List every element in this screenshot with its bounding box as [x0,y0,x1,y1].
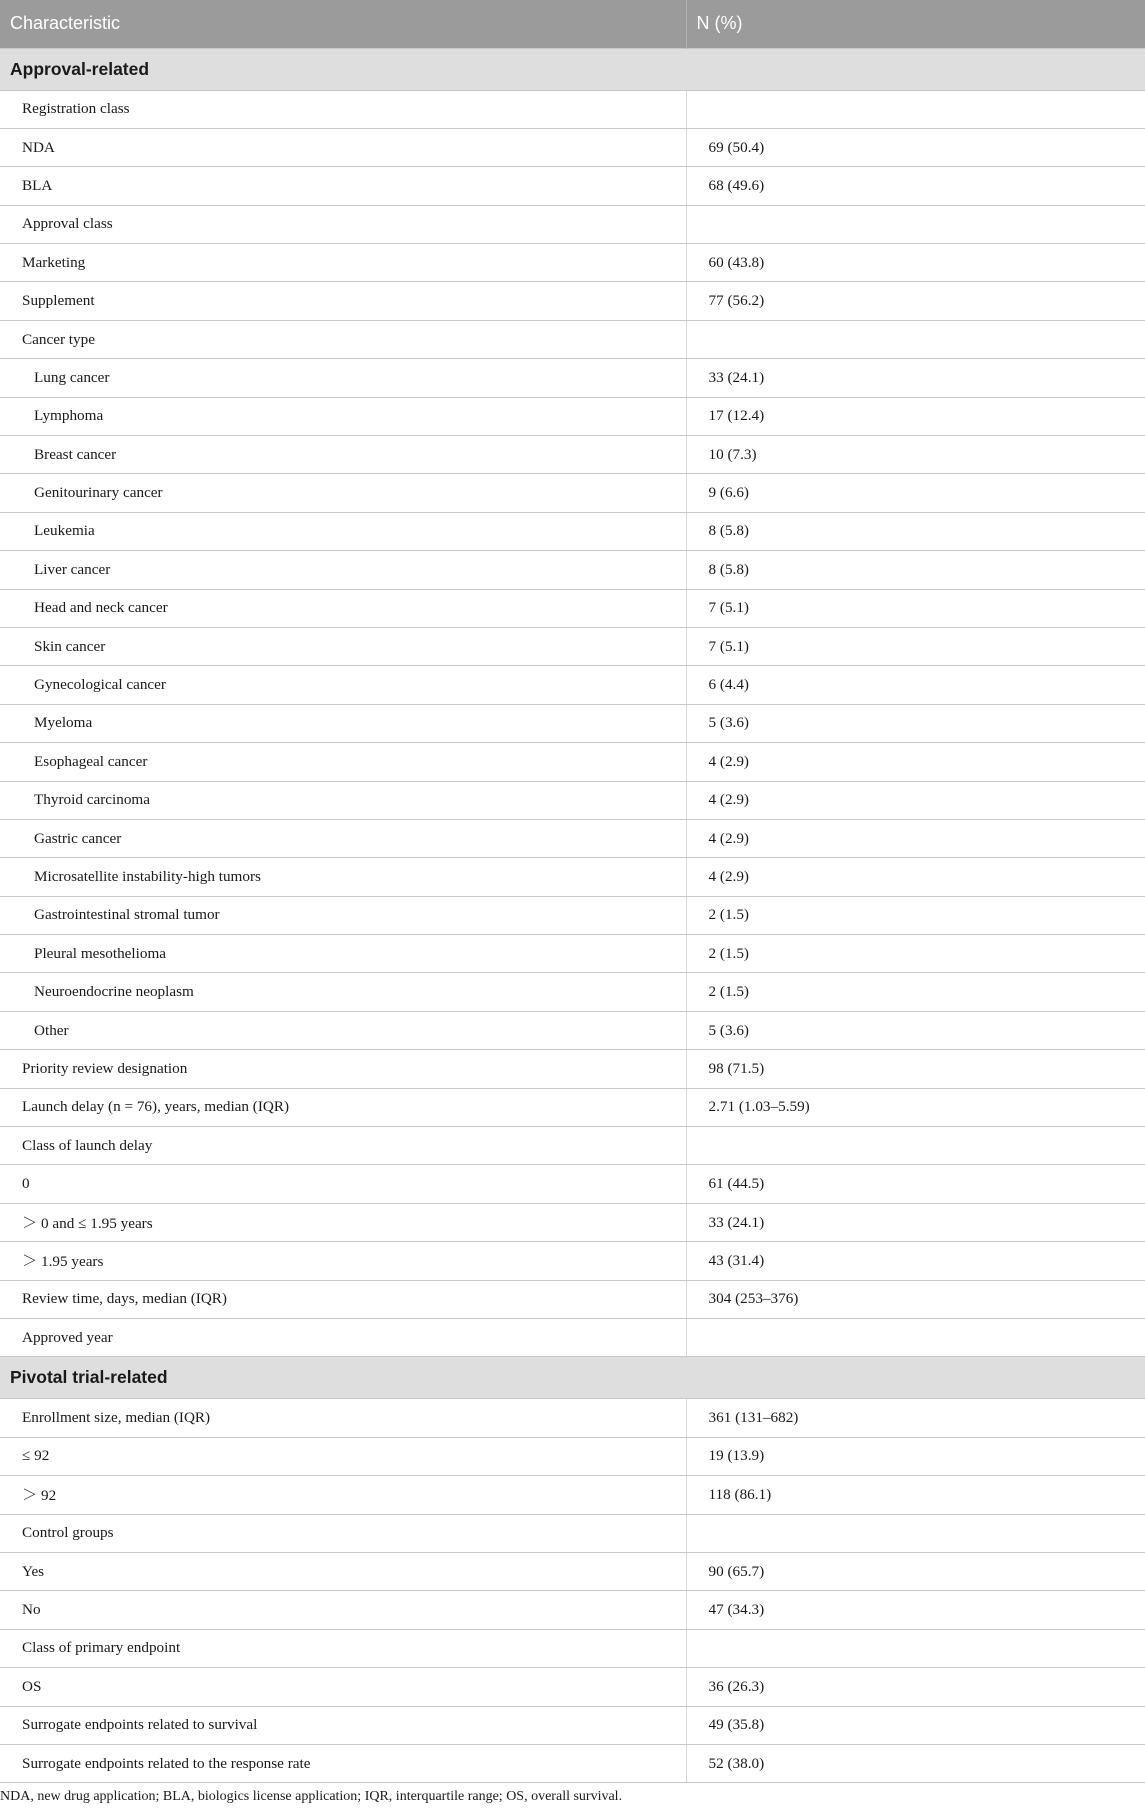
value-cell: 98 (71.5) [686,1050,1145,1088]
table-row [0,1050,1145,1088]
table-row [0,1744,1145,1782]
table-row [0,666,1145,704]
characteristic-cell: ＞ 92 [0,1476,686,1514]
column-header-n-percent: N (%) [686,0,1145,48]
characteristic-cell: Class of launch delay [0,1127,686,1165]
characteristic-cell: Thyroid carcinoma [0,781,686,819]
value-cell [686,1127,1145,1165]
table-row [0,858,1145,896]
value-cell [686,320,1145,358]
characteristic-cell: Class of primary endpoint [0,1629,686,1667]
table-row [0,1437,1145,1475]
value-cell: 118 (86.1) [686,1476,1145,1514]
table-row [0,935,1145,973]
characteristic-cell: BLA [0,167,686,205]
value-cell [686,205,1145,243]
characteristic-cell: Approved year [0,1319,686,1357]
value-cell: 4 (2.9) [686,743,1145,781]
characteristic-cell: Liver cancer [0,551,686,589]
characteristic-cell: 0 [0,1165,686,1203]
section-header-row [0,1357,1145,1399]
value-cell: 361 (131–682) [686,1399,1145,1437]
table-row [0,90,1145,128]
characteristic-cell: ＞ 1.95 years [0,1242,686,1280]
characteristic-cell: Head and neck cancer [0,589,686,627]
value-cell: 60 (43.8) [686,244,1145,282]
table-row [0,1706,1145,1744]
table-row [0,1514,1145,1552]
characteristic-cell: Gastrointestinal stromal tumor [0,896,686,934]
table-row [0,1242,1145,1280]
value-cell: 61 (44.5) [686,1165,1145,1203]
characteristic-cell: Leukemia [0,512,686,550]
value-cell: 68 (49.6) [686,167,1145,205]
characteristic-cell: Other [0,1011,686,1049]
characteristic-cell: ≤ 92 [0,1437,686,1475]
table-row [0,1319,1145,1357]
characteristic-cell: Review time, days, median (IQR) [0,1280,686,1318]
table-header-row [0,0,1145,48]
table-row [0,1088,1145,1126]
characteristic-cell: Skin cancer [0,627,686,665]
value-cell: 36 (26.3) [686,1668,1145,1706]
table-row [0,896,1145,934]
table-row [0,512,1145,550]
characteristic-cell: ＞ 0 and ≤ 1.95 years [0,1203,686,1241]
table-footnote: NDA, new drug application; BLA, biologics license application; IQR, interquartile range; OS, overall survival. [0,1789,623,1804]
characteristic-cell: Breast cancer [0,436,686,474]
characteristic-cell: Priority review designation [0,1050,686,1088]
characteristic-cell: Neuroendocrine neoplasm [0,973,686,1011]
value-cell: 43 (31.4) [686,1242,1145,1280]
table-row [0,551,1145,589]
table-body [0,48,1145,1783]
table-row [0,1552,1145,1590]
characteristic-cell: Myeloma [0,704,686,742]
characteristic-cell: Gynecological cancer [0,666,686,704]
value-cell: 2.71 (1.03–5.59) [686,1088,1145,1126]
characteristic-cell: Control groups [0,1514,686,1552]
table-row [0,128,1145,166]
table-row [0,397,1145,435]
characteristic-cell: Microsatellite instability-high tumors [0,858,686,896]
value-cell: 10 (7.3) [686,436,1145,474]
column-header-characteristic: Characteristic [0,0,686,48]
table-row [0,589,1145,627]
section-title: Pivotal trial-related [0,1357,1145,1399]
table-row [0,973,1145,1011]
value-cell: 17 (12.4) [686,397,1145,435]
value-cell: 33 (24.1) [686,359,1145,397]
table-row [0,704,1145,742]
characteristic-cell: Lung cancer [0,359,686,397]
value-cell: 33 (24.1) [686,1203,1145,1241]
table-row [0,781,1145,819]
characteristic-cell: Esophageal cancer [0,743,686,781]
table-row [0,1165,1145,1203]
value-cell [686,90,1145,128]
value-cell: 4 (2.9) [686,858,1145,896]
value-cell: 7 (5.1) [686,627,1145,665]
value-cell: 6 (4.4) [686,666,1145,704]
value-cell: 4 (2.9) [686,819,1145,857]
value-cell: 49 (35.8) [686,1706,1145,1744]
characteristic-cell: Enrollment size, median (IQR) [0,1399,686,1437]
value-cell: 5 (3.6) [686,1011,1145,1049]
value-cell: 4 (2.9) [686,781,1145,819]
table-row [0,1203,1145,1241]
value-cell [686,1514,1145,1552]
value-cell: 52 (38.0) [686,1744,1145,1782]
section-title: Approval-related [0,48,1145,90]
table-row [0,436,1145,474]
table-row [0,474,1145,512]
value-cell: 90 (65.7) [686,1552,1145,1590]
value-cell: 77 (56.2) [686,282,1145,320]
value-cell: 9 (6.6) [686,474,1145,512]
table-row [0,282,1145,320]
value-cell: 69 (50.4) [686,128,1145,166]
characteristic-cell: Surrogate endpoints related to the response rate [0,1744,686,1782]
table-row [0,743,1145,781]
value-cell: 19 (13.9) [686,1437,1145,1475]
characteristic-cell: No [0,1591,686,1629]
value-cell: 8 (5.8) [686,551,1145,589]
table-row [0,244,1145,282]
characteristic-cell: Genitourinary cancer [0,474,686,512]
value-cell: 2 (1.5) [686,935,1145,973]
table-row [0,205,1145,243]
characteristic-cell: Supplement [0,282,686,320]
section-header-row [0,48,1145,90]
characteristic-cell: Approval class [0,205,686,243]
value-cell: 5 (3.6) [686,704,1145,742]
characteristic-cell: Yes [0,1552,686,1590]
table-row [0,359,1145,397]
value-cell: 7 (5.1) [686,589,1145,627]
value-cell [686,1319,1145,1357]
value-cell [686,1629,1145,1667]
value-cell: 304 (253–376) [686,1280,1145,1318]
table-row [0,1629,1145,1667]
table-row [0,1399,1145,1437]
table-row [0,320,1145,358]
table-row [0,167,1145,205]
table-row [0,1476,1145,1514]
value-cell: 2 (1.5) [686,896,1145,934]
value-cell: 47 (34.3) [686,1591,1145,1629]
characteristic-cell: Pleural mesothelioma [0,935,686,973]
characteristic-cell: Lymphoma [0,397,686,435]
table-row [0,627,1145,665]
value-cell: 8 (5.8) [686,512,1145,550]
characteristic-cell: Surrogate endpoints related to survival [0,1706,686,1744]
table-row [0,1127,1145,1165]
characteristic-cell: OS [0,1668,686,1706]
table-row [0,1591,1145,1629]
table-row [0,1011,1145,1049]
characteristic-cell: Gastric cancer [0,819,686,857]
table-row [0,819,1145,857]
characteristic-cell: NDA [0,128,686,166]
table-row [0,1668,1145,1706]
characteristic-cell: Registration class [0,90,686,128]
characteristic-cell: Launch delay (n = 76), years, median (IQR) [0,1088,686,1126]
table-row [0,1280,1145,1318]
value-cell: 2 (1.5) [686,973,1145,1011]
characteristic-cell: Cancer type [0,320,686,358]
characteristic-cell: Marketing [0,244,686,282]
